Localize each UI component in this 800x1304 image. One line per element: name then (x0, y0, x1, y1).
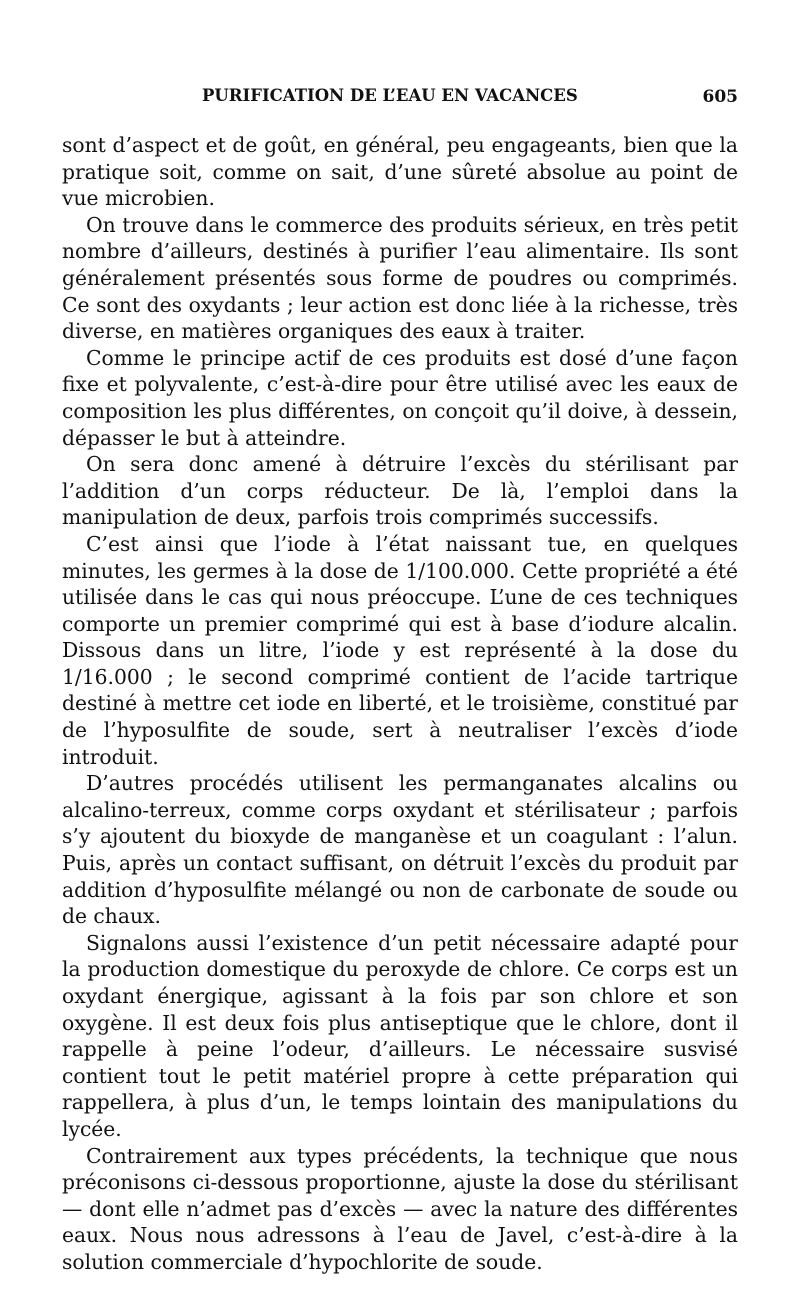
paragraph: D’autres procédés utilisent les permanganates alcalins ou alcalino-terreux, comme corps oxydant et stérilisateur ; parfois s’y ajoutent du bioxyde de manganèse et un coagulant : l’alun. Puis, après un contact suffisant, on détruit l’excès du produit par addition d’hyposulfite mélangé ou non de carbonate de soude ou de chaux. (62, 771, 738, 929)
paragraph: Comme le principe actif de ces produits est dosé d’une façon fixe et polyvalente, c’est-à-dire pour être utilisé avec les eaux de composition les plus différentes, on conçoit qu’il doive, à dessein, dépasser le but à atteindre. (62, 345, 738, 450)
paragraph-continuation: sont d’aspect et de goût, en général, peu engageants, bien que la pratique soit, comme on sait, d’une sûreté absolue au point de vue microbien. (62, 133, 738, 211)
page-number: 605 (702, 87, 738, 107)
paragraph: C’est ainsi que l’iode à l’état naissant tue, en quelques minutes, les germes à la dose de 1/100.000. Cette propriété a été utilisée dans le cas qui nous préoccupe. L’une de ces techniques comporte un premier comprimé qui est à base d’iodure alcalin. Dissous dans un litre, l’iode y est représenté à la dose du 1/16.000 ; le second comprimé contient de l’acide tartrique destiné à mettre cet iode en liberté, et le troisième, constitué par de l’hyposulfite de soude, sert à neutraliser l’excès d’iode introduit. (62, 531, 738, 769)
paragraph: On sera donc amené à détruire l’excès du stérilisant par l’addition d’un corps réducteur. De là, l’emploi dans la manipulation de deux, parfois trois comprimés successifs. (62, 452, 738, 530)
running-title: PURIFICATION DE L’EAU EN VACANCES (202, 86, 578, 105)
body-text (62, 132, 738, 1276)
paragraph: Contrairement aux types précédents, la technique que nous préconisons ci-dessous proportionne, ajuste la dose du stérilisant — dont elle n’admet pas d’excès — avec la nature des différentes eaux. Nous nous adressons à l’eau de Javel, c’est-à-dire à la solution commerciale d’hypochlorite de soude. (62, 1143, 738, 1274)
running-header (60, 86, 740, 116)
paragraph: Signalons aussi l’existence d’un petit nécessaire adapté pour la production domestique du peroxyde de chlore. Ce corps est un oxydant énergique, agissant à la fois par son chlore et son oxygène. Il est deux fois plus antiseptique que le chlore, dont il rappelle à peine l’odeur, d’ailleurs. Le nécessaire susvisé contient tout le petit matériel propre à cette préparation qui rappellera, à plus d’un, le temps lointain des manipulations du lycée. (62, 930, 738, 1141)
paragraph: On trouve dans le commerce des produits sérieux, en très petit nombre d’ailleurs, destinés à purifier l’eau alimentaire. Ils sont généralement présentés sous forme de poudres ou comprimés. Ce sont des oxydants ; leur action est donc liée à la richesse, très diverse, en matières organiques des eaux à traiter. (62, 212, 738, 344)
